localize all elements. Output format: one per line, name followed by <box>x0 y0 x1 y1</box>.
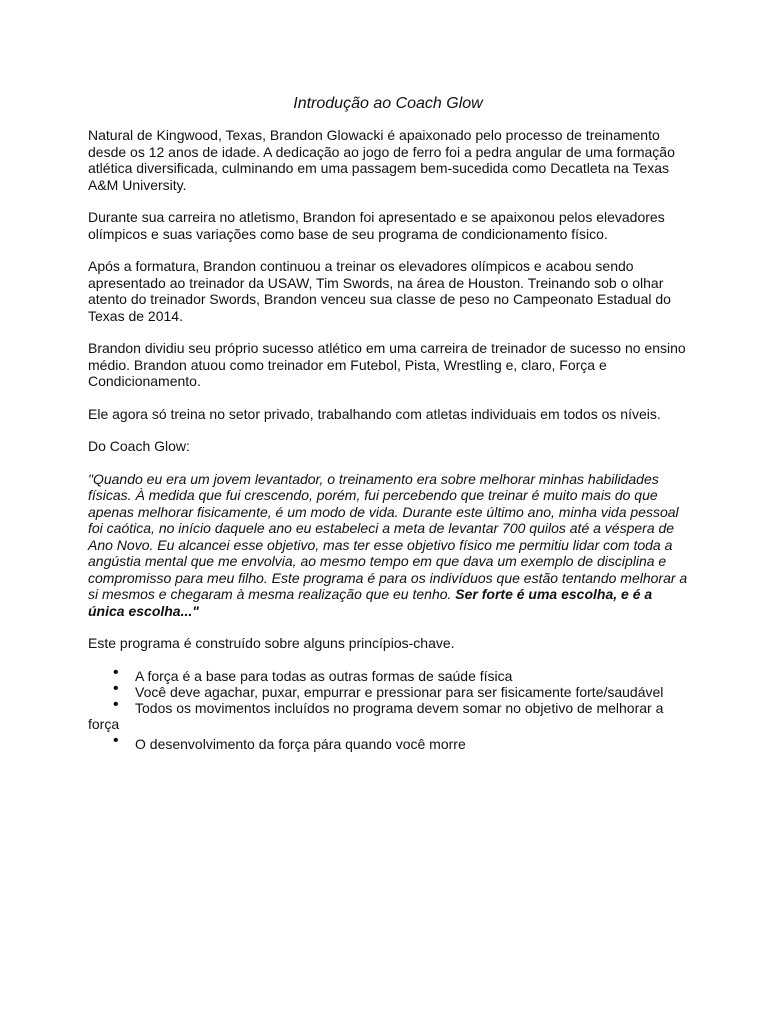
paragraph-career: Durante sua carreira no atletismo, Brandon foi apresentado e se apaixonou pelos elevadores olímpicos e suas variações como base de seu programa de condicionamento físico. <box>88 209 665 242</box>
list-item-text: O desenvolvimento da força pára quando você morre <box>135 735 466 752</box>
quote-emphasis: Ser forte é uma escolha, e é a única escolha..." <box>88 586 653 619</box>
bullet-icon: • <box>113 695 119 713</box>
paragraph-quote-intro: Do Coach Glow: <box>88 438 190 454</box>
coach-quote <box>88 471 688 620</box>
document-page <box>88 94 688 752</box>
quote-text: "Quando eu era um jovem levantador, o treinamento era sobre melhorar minhas habilidades físicas. À medida que fui crescendo, porém, fui percebendo que treinar é muito mais do que apenas melhorar fisicamente, é um modo de vida. Durante este último ano, minha vida pessoal foi caótica, no início daquele ano eu estabeleci a meta de levantar 700 quilos até a véspera de Ano Novo. Eu alcancei esse objetivo, mas ter esse objetivo físico me permitiu lidar com toda a angústia mental que me envolvia, ao mesmo tempo em que dava um exemplo de disciplina e compromisso para meu filho. Este programa é para os indivíduos que estão tentando melhorar a si mesmos e chegaram à mesma realização que eu tenho. <box>88 470 688 602</box>
paragraph-after-graduation: Após a formatura, Brandon continuou a treinar os elevadores olímpicos e acabou sendo apresentado ao treinador da USAW, Tim Swords, na área de Houston. Treinando sob o olhar atento do treinador Swords, Brandon venceu sua classe de peso no Campeonato Estadual do Texas de 2014. <box>88 258 671 324</box>
bullet-icon: • <box>113 663 119 681</box>
document-title: Introdução ao Coach Glow <box>293 95 483 112</box>
paragraph-origin: Natural de Kingwood, Texas, Brandon Glowacki é apaixonado pelo processo de treinamento desde os 12 anos de idade. A dedicação ao jogo de ferro foi a pedra angular de uma formação atlética diversificada, culminando em uma passagem bem-sucedida como Decatleta na Texas A&M University. <box>88 127 675 193</box>
list-item-text: Todos os movimentos incluídos no programa devem somar no objetivo de melhorar a força <box>88 699 664 732</box>
list-item <box>88 679 688 700</box>
principles-list <box>88 663 688 752</box>
principles-intro: Este programa é construído sobre alguns princípios-chave. <box>88 635 455 651</box>
list-item <box>88 695 688 732</box>
list-item-text: Você deve agachar, puxar, empurrar e pressionar para ser fisicamente forte/saudável <box>135 683 664 700</box>
list-item <box>88 663 688 684</box>
bullet-icon: • <box>113 679 119 697</box>
bullet-icon: • <box>113 731 119 749</box>
list-item <box>88 731 688 752</box>
list-item-text: A força é a base para todas as outras formas de saúde física <box>135 667 513 684</box>
paragraph-private-sector: Ele agora só treina no setor privado, trabalhando com atletas individuais em todos os níveis. <box>88 405 661 422</box>
paragraph-coaching: Brandon dividiu seu próprio sucesso atlético em uma carreira de treinador de sucesso no ensino médio. Brandon atuou como treinador em Futebol, Pista, Wrestling e, claro, Força e Condicionamento. <box>88 340 686 389</box>
